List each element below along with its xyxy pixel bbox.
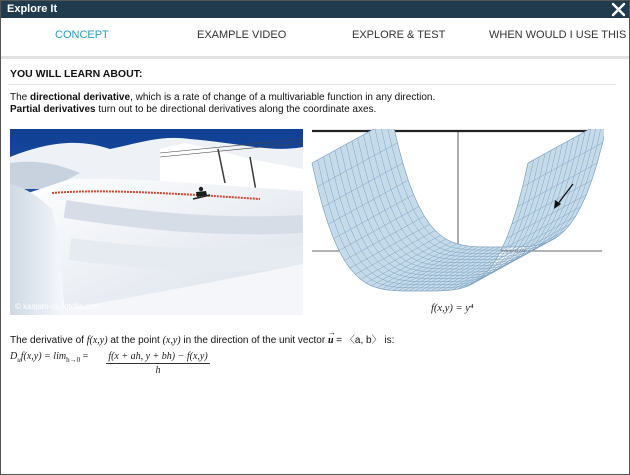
surface-graph [310,129,604,319]
directional-derivative-formula: $D_uf(x,y) = \lim_{h\to 0}$ = $\frac{f(x + ah, y + bh) - f(x,y)}{h}$ [10,351,88,364]
fraction-numerator: f(x + ah, y + bh) − f(x,y) [106,351,210,364]
vector-u: u → [327,328,336,346]
title-bar [1,1,629,18]
fraction-denominator: h [155,365,161,376]
intro-line-2: Partial derivatives turn out to be directional derivatives along the coordinate axes. [10,104,377,115]
graph-caption: f(x,y) = y⁴ [431,303,474,314]
heading-divider [8,84,616,85]
intro-line-1: The directional derivative, which is a rate of change of a multivariable function in any direction. [10,92,436,103]
tab-when-would-i-use-this[interactable]: WHEN WOULD I USE THIS [489,29,627,41]
tab-example-video[interactable]: EXAMPLE VIDEO [197,29,287,41]
close-icon[interactable] [611,2,626,17]
section-heading: YOU WILL LEARN ABOUT: [10,68,143,80]
window-title: Explore It [7,3,58,15]
intro-text [10,92,435,116]
tab-explore-test[interactable]: EXPLORE & TEST [352,29,446,41]
tab-divider [1,56,629,59]
halfpipe-photo [10,129,303,315]
photo-credit: © kasjato-us.fotolia.com [15,302,101,311]
limit-fraction [106,351,210,376]
term-partial-derivatives: Partial derivatives [10,104,96,115]
tab-bar [1,18,629,56]
derivative-sentence: The derivative of f(x,y) at the point (x,y) in the direction of the unit vector u → = 〈a, b〉 is: [10,328,395,346]
term-directional-derivative: directional derivative [30,92,131,103]
tab-concept[interactable]: CONCEPT [55,29,109,41]
